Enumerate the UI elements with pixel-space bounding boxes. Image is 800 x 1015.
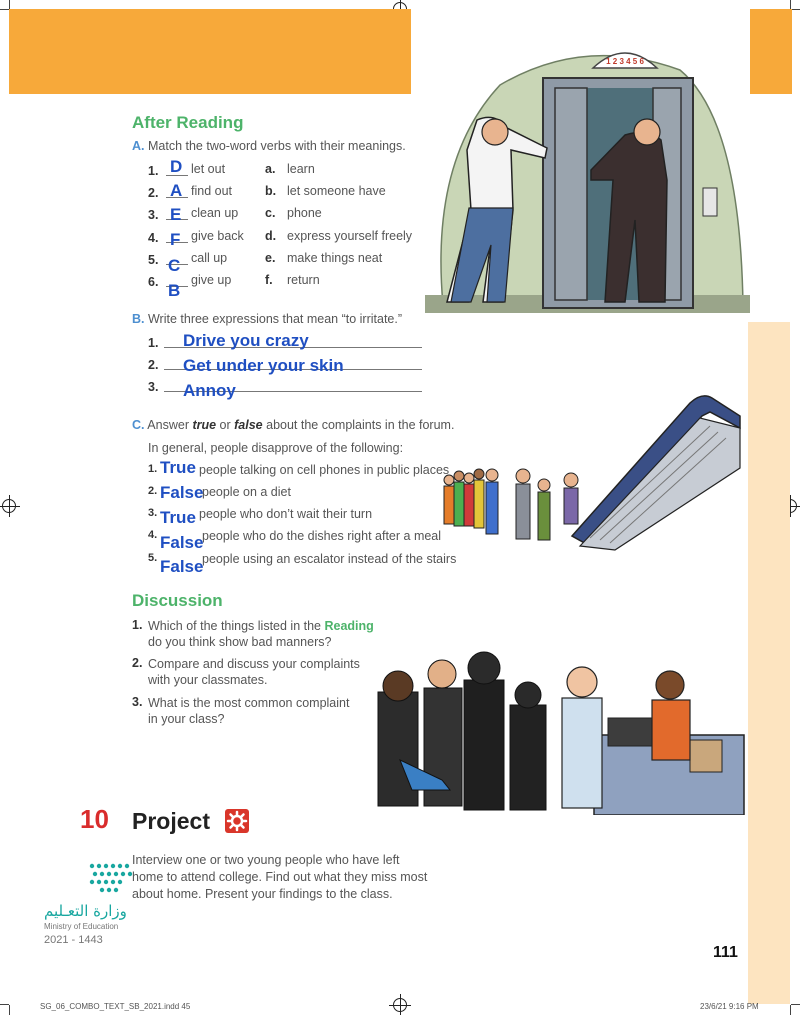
project-line: about home. Present your findings to the class.	[132, 887, 393, 901]
slug-date: 23/6/21 9:16 PM	[700, 1002, 759, 1011]
man-with-watch-head	[428, 660, 456, 688]
registration-mark-left	[2, 499, 16, 513]
answer-text: False	[160, 533, 204, 552]
crop-mark	[9, 1005, 10, 1015]
answer-text: C	[168, 256, 181, 275]
older-man-body	[562, 698, 602, 808]
project-line: home to attend college. Find out what they miss most	[132, 870, 428, 884]
cash-register	[608, 718, 656, 746]
elevator-call-button-panel	[703, 188, 717, 216]
statement-text: people on a diet	[202, 485, 291, 499]
crop-mark	[0, 9, 9, 10]
crop-mark	[790, 1005, 791, 1015]
instruction-false-word: false	[234, 418, 263, 432]
item-number: 2.	[148, 358, 159, 372]
item-number: 2.	[132, 656, 143, 670]
answer-text: True	[160, 458, 196, 477]
answer-text: Get under your skin	[183, 356, 344, 375]
item-number: 5.	[148, 552, 158, 564]
matching-row	[148, 229, 158, 247]
answer-text: True	[160, 508, 196, 527]
item-number: 3.	[148, 507, 158, 519]
section-c-letter: C.	[132, 418, 145, 432]
meaning-text: learn	[287, 162, 315, 176]
item-number: 1.	[148, 463, 158, 475]
meaning-letter: b.	[265, 184, 277, 198]
orange-corner-block	[750, 9, 792, 94]
checkout-line-illustration	[372, 640, 747, 815]
cashier-body	[652, 700, 690, 760]
crop-mark	[791, 1004, 800, 1005]
elevator-illustration	[425, 40, 750, 318]
item-number: 4.	[148, 529, 158, 541]
escalator-illustration	[440, 388, 745, 553]
item-number: 1.	[148, 164, 159, 178]
meaning-letter: a.	[265, 162, 276, 176]
man-in-suit-head	[634, 119, 660, 145]
ministry-arabic-name: وزارة التعـليم	[44, 902, 127, 920]
project-line: Interview one or two young people who have left	[132, 853, 400, 867]
woman-at-left-head	[383, 671, 413, 701]
gear-icon-glyph	[225, 809, 249, 833]
matching-row	[148, 251, 158, 269]
project-description	[132, 852, 427, 903]
section-a-instruction-text: Match the two-word verbs with their meanings.	[147, 139, 406, 153]
discussion-question	[148, 618, 374, 650]
peach-side-strip	[748, 322, 790, 1004]
item-number: 3.	[148, 208, 159, 222]
meaning-letter: f.	[265, 273, 273, 287]
meaning-letter: e.	[265, 251, 276, 265]
item-number: 1.	[148, 336, 159, 350]
section-c-instruction	[132, 418, 454, 432]
cashier-head	[656, 671, 684, 699]
matching-row	[148, 273, 158, 291]
matching-row	[148, 162, 158, 180]
meaning-text: return	[287, 273, 320, 287]
meaning-text: express yourself freely	[287, 229, 413, 243]
after-reading-heading: After Reading	[132, 113, 244, 132]
matching-row	[148, 206, 158, 224]
crop-mark	[790, 0, 791, 9]
elevator-door-left	[555, 88, 587, 300]
statement-text: people using an escalator instead of the stairs	[202, 552, 457, 566]
woman-in-black-body	[510, 705, 546, 810]
meaning-text: phone	[287, 206, 322, 220]
crop-mark	[791, 9, 800, 10]
floor-indicator-numbers: 1 2 3 4 5 6	[606, 57, 644, 66]
woman-in-hijab-body	[464, 680, 504, 810]
ministry-english-name: Ministry of Education	[44, 922, 119, 931]
answer-text: B	[168, 281, 181, 300]
verb-text: give back	[191, 229, 244, 243]
answer-text: Drive you crazy	[183, 331, 309, 350]
discussion-heading: Discussion	[132, 591, 223, 610]
answer-text: False	[160, 483, 204, 502]
ministry-logo-dots	[88, 860, 138, 894]
matching-row	[148, 184, 158, 202]
discussion-question	[148, 656, 360, 688]
verb-text: let out	[191, 162, 226, 176]
answer-text: F	[170, 230, 181, 249]
instruction-text: about the complaints in the forum.	[262, 418, 455, 432]
instruction-true-word: true	[192, 418, 217, 432]
question-text: Compare and discuss your complaints	[148, 657, 360, 671]
question-text: What is the most common complaint	[148, 696, 350, 710]
crop-mark	[9, 0, 10, 9]
meaning-text: let someone have	[287, 184, 386, 198]
woman-in-black-head	[515, 682, 541, 708]
verb-text: give up	[191, 273, 232, 287]
item-number: 4.	[148, 231, 159, 245]
item-number: 6.	[148, 275, 159, 289]
section-a-letter: A.	[132, 139, 145, 153]
older-man-head	[567, 667, 597, 697]
item-number: 3.	[132, 695, 143, 709]
statement-text: people who don’t wait their turn	[199, 507, 373, 521]
question-text: with your classmates.	[148, 673, 268, 687]
crop-mark	[0, 1004, 9, 1005]
answer-text: D	[170, 157, 183, 176]
discussion-question	[148, 695, 349, 727]
question-text: do you think show bad manners?	[148, 635, 332, 649]
verb-text: find out	[191, 184, 233, 198]
statement-text: people who do the dishes right after a meal	[202, 529, 442, 543]
registration-mark-bottom	[393, 998, 407, 1012]
meaning-letter: d.	[265, 229, 277, 243]
man-in-white-shirt-head	[482, 119, 508, 145]
section-a-instruction	[132, 139, 406, 153]
question-text: in your class?	[148, 712, 225, 726]
item-number: 2.	[148, 485, 158, 497]
project-title: Project	[132, 808, 210, 834]
section-b-letter: B.	[132, 312, 145, 326]
queue-of-people	[444, 469, 578, 540]
verb-text: call up	[191, 251, 228, 265]
woman-in-hijab-head	[468, 652, 500, 684]
item-number: 2.	[148, 186, 159, 200]
project-number: 10	[80, 804, 109, 834]
meaning-text: make things neat	[287, 251, 383, 265]
item-number: 5.	[148, 253, 159, 267]
instruction-text: or	[216, 418, 235, 432]
answer-text: False	[160, 557, 204, 576]
item-number: 1.	[132, 618, 143, 632]
orange-header-banner	[9, 9, 411, 94]
statement-text: people talking on cell phones in public places	[199, 463, 450, 477]
answer-text: A	[170, 181, 183, 200]
page-number: 111	[713, 944, 738, 961]
question-text: Which of the things listed in the	[148, 619, 325, 633]
section-b-instruction-text: Write three expressions that mean “to irritate.”	[147, 312, 403, 326]
answer-text: E	[170, 205, 182, 224]
item-number: 3.	[148, 380, 159, 394]
verb-text: clean up	[191, 206, 239, 220]
instruction-text: Answer	[147, 418, 193, 432]
ministry-year: 2021 - 1443	[44, 934, 103, 946]
meaning-letter: c.	[265, 206, 276, 220]
gear-icon	[225, 809, 249, 833]
section-c-lead: In general, people disapprove of the following:	[148, 441, 404, 455]
grocery-bag	[690, 740, 722, 772]
reading-link: Reading	[324, 619, 374, 633]
section-b-instruction	[132, 312, 402, 326]
answer-text: Annoy	[183, 381, 236, 400]
slug-file-name: SG_06_COMBO_TEXT_SB_2021.indd 45	[40, 1002, 191, 1011]
